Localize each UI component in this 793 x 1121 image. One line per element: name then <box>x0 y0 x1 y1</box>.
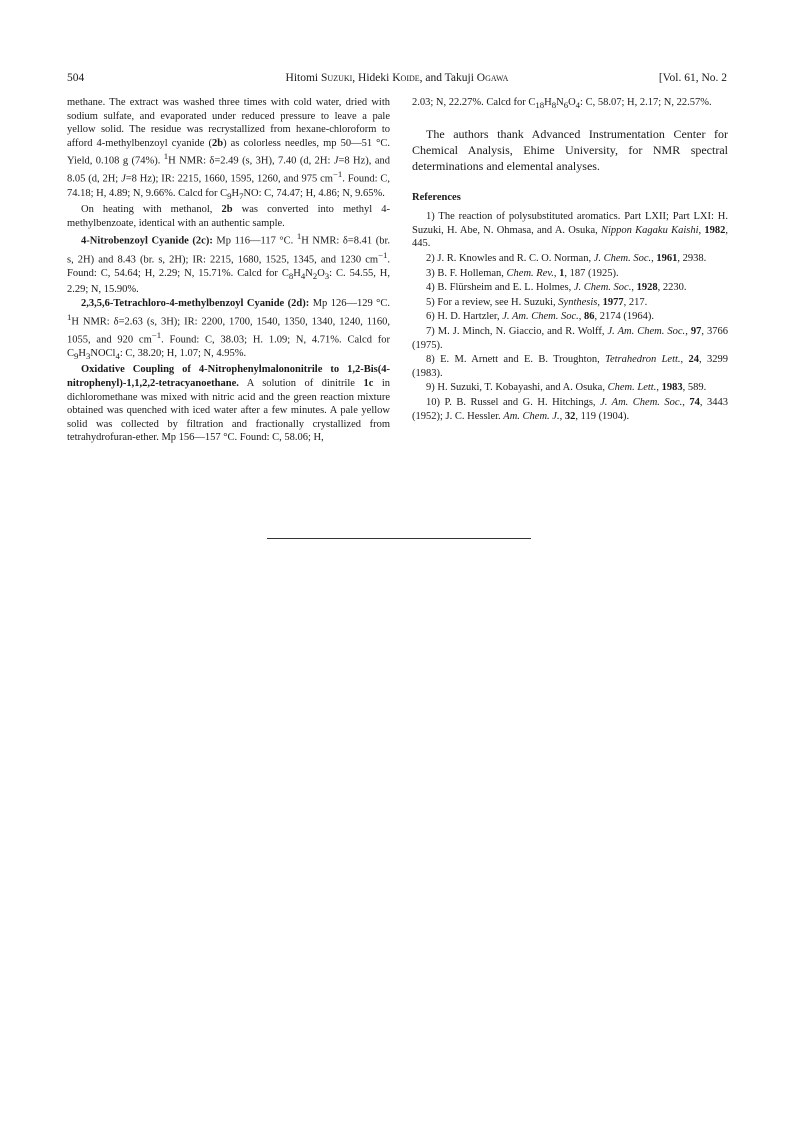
acknowledgement: The authors thank Advanced Instrumentation Center for Chemical Analysis, Ehime University, for NMR spectral determinations and elemental analyses. <box>412 126 728 173</box>
running-header-authors: Hitomi Suzuki, Hideki Koide, and Takuji Ogawa <box>285 72 509 84</box>
reference-item: 5) For a review, see H. Suzuki, Synthesis, 1977, 217. <box>426 296 648 308</box>
running-header <box>67 70 727 86</box>
references-heading: References <box>412 191 461 203</box>
end-rule <box>267 538 531 539</box>
reference-item: 8) E. M. Arnett and E. B. Troughton, Tetrahedron Lett., 24, 3299 (1983). <box>412 354 729 379</box>
experimental-paragraph-2b: methane. The extract was washed three times with cold water, dried with sodium sulfate, and evaporated under reduced pressure to leave a pale yellow solid. The residue was recrystallized from hexane-chloroform to afford 4-methylbenzoyl cyanide (2b) as colorless needles, mp 50—51 °C. Yield, 0.108 g (74%). $^1$H NMR: δ=2.49 (s, 3H), 7.40 (d, 2H: J=8 Hz), and 8.05 (d, 2H; J=8 Hz); IR: 2215, 1660, 1595, 1260, and 975 $cm^{-1}$. Found: C, 74.18; H, 4.89; N, 9.66%. Calcd for $C_9H_7NO$: C, 74.47; H, 4.86; N, 9.65%. <box>67 97 391 201</box>
reference-item: 4) B. Flürsheim and E. L. Holmes, J. Chem. Soc., 1928, 2230. <box>426 282 687 294</box>
reference-item: 1) The reaction of polysubstituted aromatics. Part LXII; Part LXI: H. Suzuki, H. Abe, N. Ohmasa, and A. Osuka, Nippon Kagaku Kaishi, 1982, 445. <box>412 211 728 250</box>
reference-item: 10) P. B. Russel and G. H. Hitchings, J. Am. Chem. Soc., 74, 3443 (1952); J. C. Hessler. Am. Chem. J., 32, 119 (1904). <box>412 397 729 422</box>
references-list <box>412 210 728 423</box>
reference-item: 7) M. J. Minch, N. Giaccio, and R. Wolff, J. Am. Chem. Soc., 97, 3766 (1975). <box>412 326 728 351</box>
reference-item: 9) H. Suzuki, T. Kobayashi, and A. Osuka, Chem. Lett., 1983, 589. <box>426 382 707 394</box>
methanol-paragraph: On heating with methanol, 2b was converted into methyl 4-methylbenzoate, identical with an authentic sample. <box>67 204 391 229</box>
continued-paragraph: 2.03; N, 22.27%. Calcd for $C_{18}H_8N_6O_4$: C, 58.07; H, 2.17; N, 22.57%. <box>412 97 712 111</box>
page-number: 504 <box>67 72 85 84</box>
reference-item: 3) B. F. Holleman, Chem. Rev., 1, 187 (1925). <box>426 267 619 279</box>
reference-item: 2) J. R. Knowles and R. C. O. Norman, J. Chem. Soc., 1961, 2938. <box>426 253 707 265</box>
left-column <box>67 96 390 445</box>
volume-label: [Vol. 61, No. 2 <box>658 72 727 84</box>
compound-2d-paragraph: 2,3,5,6-Tetrachloro-4-methylbenzoyl Cyanide (2d): Mp 126—129 °C. $^1$H NMR: δ=2.63 (s, 3H); IR: 2200, 1700, 1540, 1350, 1340, 1240, 1160, 1055, and 920 $cm^{-1}$. Found: C, 38.03; H. 1.09; N, 4.71%. Calcd for $C_9H_3NOCl_4$: C, 38.20; H, 1.07; N, 4.95%. <box>67 297 390 361</box>
reference-item: 6) H. D. Hartzler, J. Am. Chem. Soc., 86, 2174 (1964). <box>426 311 655 323</box>
right-column <box>412 96 728 424</box>
oxidative-coupling-paragraph: Oxidative Coupling of 4-Nitrophenylmalononitrile to 1,2-Bis(4-nitrophenyl)-1,1,2,2-tetracyanoethane. A solution of dinitrile 1c in dichloromethane was mixed with nitric acid and the green reaction mixture obtained was quenched with iced water after a few minutes. A pale yellow solid was collected by filtration and fractionally crystallized from tetrahydrofuran-ether. Mp 156—157 °C. Found: C, 58.06; H, <box>67 364 390 444</box>
compound-2c-paragraph: 4-Nitrobenzoyl Cyanide (2c): Mp 116—117 °C. $^1$H NMR: δ=8.41 (br. s, 2H) and 8.43 (br. s, 2H); IR: 2215, 1680, 1525, 1345, and 1230 $cm^{-1}$. Found: C, 54.64; H, 2.29; N, 15.71%. Calcd for $C_8H_4N_2O_3$: C. 54.55, H, 2.29; N, 15.90%. <box>67 231 390 296</box>
